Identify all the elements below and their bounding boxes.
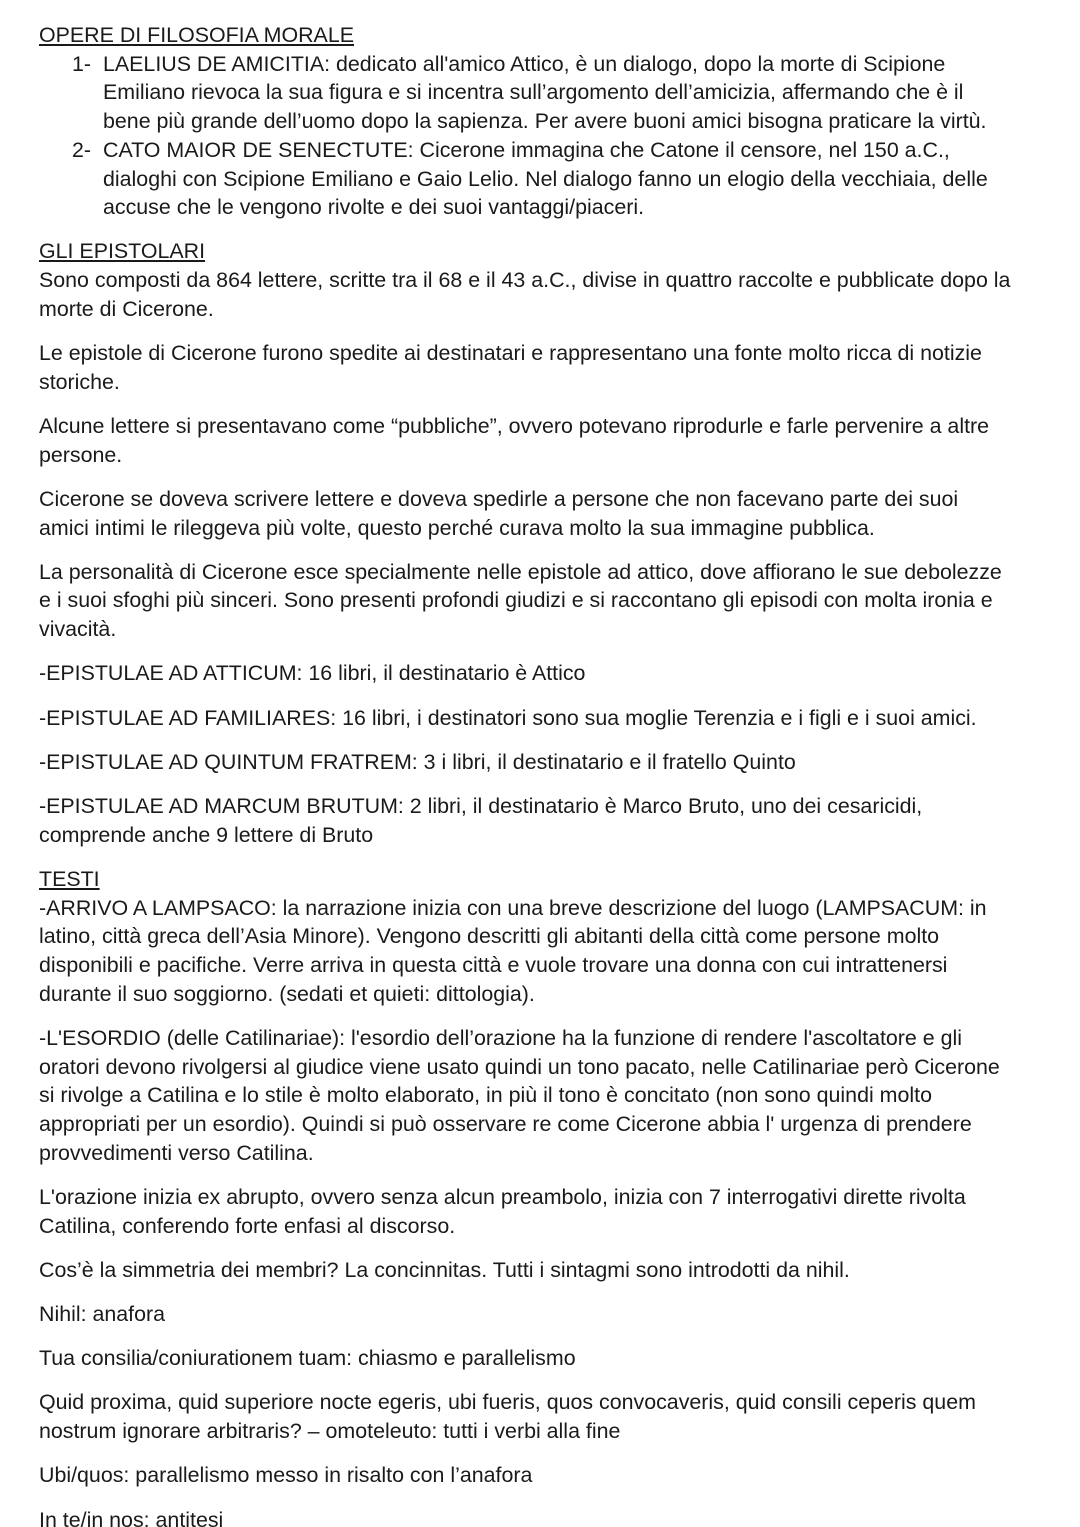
- list-item-marker: 2-: [72, 137, 92, 162]
- paragraph: Quid proxima, quid superiore nocte egeris, ubi fueris, quos convocaveris, quid consili ceperis quem nostrum ignorare arbitraris? – omoteleuto: tutti i verbi alla fine: [39, 1390, 976, 1444]
- paragraph-epistulae-ad-familiares: -EPISTULAE AD FAMILIARES: 16 libri, i destinatori sono sua moglie Terenzia e i figli e i suoi amici.: [39, 705, 977, 730]
- paragraph: Cos’è la simmetria dei membri? La concinnitas. Tutti i sintagmi sono introdotti da nihil.: [39, 1257, 850, 1282]
- paragraph: Cicerone se doveva scrivere lettere e doveva spedirle a persone che non facevano parte dei suoi amici intimi le rileggeva più volte, questo perché curava molto la sua immagine pubblica.: [39, 486, 959, 540]
- paragraph-esordio: -L'ESORDIO (delle Catilinariae): l'esordio dell’orazione ha la funzione di rendere l'ascoltatore e gli oratori devono rivolgersi al giudice viene usato quindi un tono pacato, nelle Catilinariae però Cicerone si rivolge a Catilina e lo stile è molto elaborato, in più il tono è concitato (non sono quindi molto appropriati per un esordio). Quindi si può osservare re come Cicerone abbia l' urgenza di prendere provvedimenti verso Catilina.: [39, 1025, 1000, 1165]
- section-heading-gli-epistolari: GLI EPISTOLARI: [39, 239, 206, 264]
- list-item-marker: 1-: [72, 51, 92, 76]
- paragraph: In te/in nos: antitesi: [39, 1507, 224, 1527]
- list-item: [39, 136, 1013, 222]
- paragraph: Tua consilia/coniurationem tuam: chiasmo e parallelismo: [39, 1346, 576, 1371]
- moral-works-numbered-list: [39, 50, 1013, 222]
- list-item: [39, 50, 1013, 136]
- paragraph: Nihil: anafora: [39, 1302, 166, 1327]
- paragraph: La personalità di Cicerone esce specialmente nelle epistole ad attico, dove affiorano le sue debolezze e i suoi sfoghi più sinceri. Sono presenti profondi giudizi e si raccontano gli episodi con molta ironia e vivacità.: [39, 559, 1002, 642]
- section-heading-testi: TESTI: [39, 866, 100, 891]
- paragraph: Ubi/quos: parallelismo messo in risalto con l’anafora: [39, 1463, 533, 1488]
- section-heading-opere-di-filosofia-morale: OPERE DI FILOSOFIA MORALE: [39, 23, 354, 47]
- paragraph-epistulae-ad-atticum: -EPISTULAE AD ATTICUM: 16 libri, il destinatario è Attico: [39, 661, 586, 686]
- paragraph: Sono composti da 864 lettere, scritte tra il 68 e il 43 a.C., divise in quattro raccolte e pubblicate dopo la morte di Cicerone.: [39, 268, 1011, 321]
- paragraph: L'orazione inizia ex abrupto, ovvero senza alcun preambolo, inizia con 7 interrogativi dirette rivolta Catilina, conferendo forte enfasi al discorso.: [39, 1184, 966, 1238]
- list-item-text: CATO MAIOR DE SENECTUTE: Cicerone immagina che Catone il censore, nel 150 a.C., dialoghi con Scipione Emiliano e Gaio Lelio. Nel dialogo fanno un elogio della vecchiaia, delle accuse che le vengono rivolte e dei suoi vantaggi/piaceri.: [103, 137, 988, 220]
- paragraph: Alcune lettere si presentavano come “pubbliche”, ovvero potevano riprodurle e farle pervenire a altre persone.: [39, 413, 990, 467]
- paragraph-arrivo-a-lampsaco: -ARRIVO A LAMPSACO: la narrazione inizia con una breve descrizione del luogo (LAMPSACUM: in latino, città greca dell’Asia Minore). Vengono descritti gli abitanti della città come persone molto disponibili e pacifiche. Verre arriva in questa città e vuole trovare una donna con cui intrattenersi durante il suo soggiorno. (sedati et quieti: dittologia).: [39, 895, 987, 1006]
- paragraph-epistulae-ad-quintum-fratrem: -EPISTULAE AD QUINTUM FRATREM: 3 i libri, il destinatario e il fratello Quinto: [39, 749, 796, 774]
- paragraph-epistulae-ad-marcum-brutum: -EPISTULAE AD MARCUM BRUTUM: 2 libri, il destinatario è Marco Bruto, uno dei cesaricidi, comprende anche 9 lettere di Bruto: [39, 793, 923, 847]
- list-item-text: LAELIUS DE AMICITIA: dedicato all'amico Attico, è un dialogo, dopo la morte di Scipione Emiliano rievoca la sua figura e si incentra sull’argomento dell’amicizia, affermando che è il bene più grande dell’uomo dopo la sapienza. Per avere buoni amici bisogna praticare la virtù.: [103, 51, 987, 134]
- paragraph: Le epistole di Cicerone furono spedite ai destinatari e rappresentano una fonte molto ricca di notizie storiche.: [39, 341, 982, 394]
